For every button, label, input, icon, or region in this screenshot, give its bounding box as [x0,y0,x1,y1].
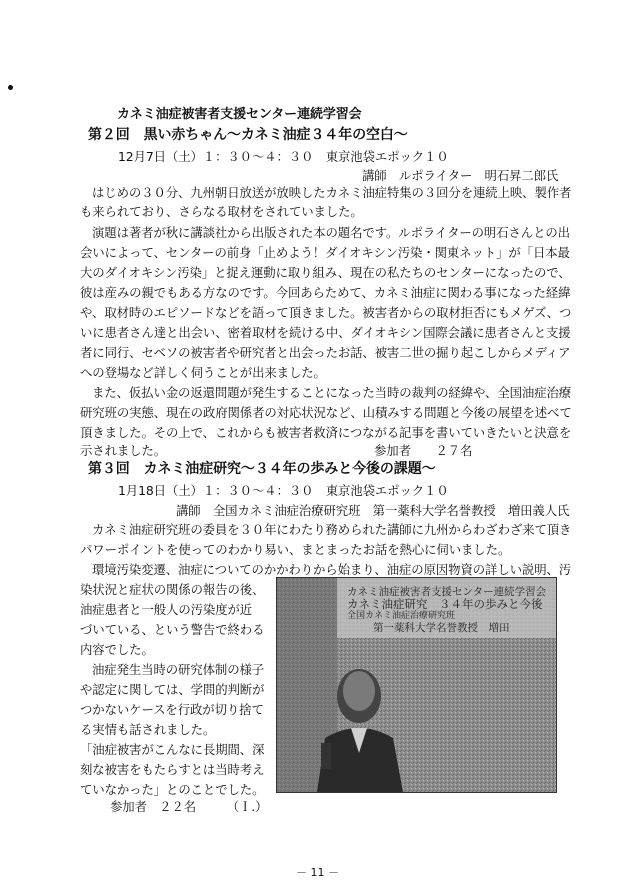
paragraph-line: 「油症被害がこんなに長期間、深 [80,742,265,757]
paragraph-line: や認定に関しては、学問的判断が [80,682,265,697]
paragraph-line: 示されました。 [80,443,167,458]
paragraph-line: 内容でした。 [80,642,154,657]
session2-heading: 第２回 黒い赤ちゃん～カネミ油症３４年の空白～ [88,127,408,143]
series-title: カネミ油症被害者支援センター連続学習会 [117,107,362,122]
lecture-photo [276,577,557,793]
session3-heading: 第３回 カネミ油症研究～３４年の歩みと今後の課題～ [88,461,436,477]
paragraph-line: 油症患者と一般人の汚染度が近 [80,602,253,617]
session2-date: 12月7日（土）１：３０～４：３０ 東京池袋エポック１０ [118,149,449,164]
paragraph-line: や、取材時のエピソードなどを語って頂きました。被害者からの取材拒否にもメゲズ、つ [80,305,572,320]
session3-speaker: 講師 全国カネミ油症治療研究班 第一薬科大学名誉教授 増田義人氏 [176,503,570,518]
slide-banner [347,586,546,634]
paragraph-line: 頂きました。その上で、これからも被害者救済につながる記事を書いていきたいと決意を [80,425,572,440]
paragraph-line: ていなかった」とのことでした。 [80,782,265,797]
paragraph-line: つかないケースを行政が切り捨て [80,702,264,717]
session3-date: 1月18日（土）１：３０～４：３０ 東京池袋エポック１０ [118,483,449,498]
session2-speaker: 講師 ルポライター 明石昇二郎氏 [362,168,559,183]
paragraph-line: はじめの３０分、九州朝日放送が放映したカネミ油症特集の３回分を連続上映、製作者 [92,185,572,200]
paragraph-line: カネミ油症研究班の委員を３０年にわたり務められた講師に九州からわざわざ来て頂き [92,522,572,537]
slide-banner-line: 全国カネミ油症治療研究班 [347,611,456,621]
session2-attendance: 参加者 ２７名 [374,443,473,458]
paragraph-line: も来られており、さらなる取材をされていました。 [80,204,363,219]
paragraph-line: また、仮払い金の返還問題が発生することになった当時の裁判の経緯や、全国油症治療 [92,385,572,400]
paragraph-line: 染状況と症状の関係の報告の後、 [80,582,265,597]
paragraph-line: 演題は著者が秋に講談社から出版された本の題名です。ルポライターの明石さんとの出 [92,225,570,240]
paragraph-line: る実情も話されました。 [80,722,216,737]
paragraph-line: 会いによって、センターの前身「止めよう！ダイオキシン汚染・関東ネット」が「日本最 [80,245,570,260]
paragraph-line: への登場など詳しく伺うことが出来ました。 [80,365,326,380]
paragraph-line: パワーポイントを使ってのわかり易い、まとまったお話を熱心に伺いました。 [80,542,511,557]
paragraph-line: 研究班の実態、現在の政府関係者の対応状況など、山積みする問題と今後の展望を述べて [80,405,572,420]
paragraph-line: 刻な被害をもたらすとは当時考え [80,762,265,777]
slide-banner-line: カネミ油症研究 ３４年の歩みと今後 [347,597,543,611]
paragraph-line: 環境汚染変遷、油症についてのかかわりから始まり、油症の原因物資の詳しい説明、汚 [92,562,572,577]
slide-banner-line: 第一薬科大学名誉教授 増田 [373,622,510,634]
page-number: － 11 － [296,866,339,879]
binding-hole-mark [8,85,13,90]
session3-attendance: 参加者 ２２名 （Ｉ.） [110,799,268,814]
paragraph-line: 者に同行、セベソの被害者や研究者と出会ったお話、被害二世の掘り起こしからメディア [80,345,571,360]
paragraph-line: いに患者さん達と出会い、密着取材を続ける中、ダイオキシン国際会議に患者さんと支援 [80,325,571,340]
paragraph-line: 油症発生当時の研究体制の様子 [92,662,265,677]
paragraph-line: 大のダイオキシン汚染」と捉え運動に取り組み、現在の私たちのセンターになったので、 [80,265,571,280]
slide-banner-line: カネミ油症被害者支援センター連続学習会 [347,586,547,598]
paragraph-line: づいている、という警告で終わる [80,622,265,637]
paragraph-line: 彼は産みの親でもある方なのです。今回あらためて、カネミ油症に関わる事になった経緯 [80,285,571,300]
